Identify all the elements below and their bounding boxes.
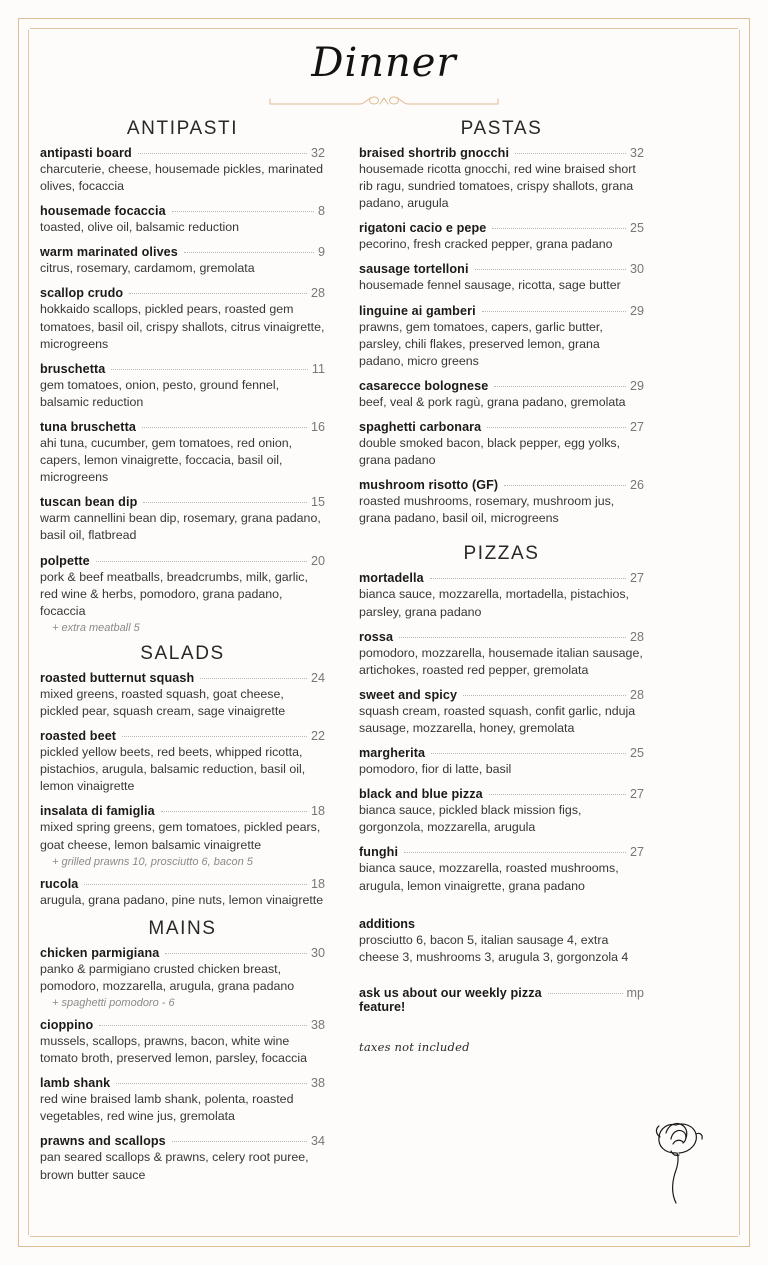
menu-item[interactable] xyxy=(359,304,644,370)
item-name: mushroom risotto (GF) xyxy=(359,478,499,493)
item-name: cioppino xyxy=(40,1017,94,1032)
item-price: 18 xyxy=(310,804,325,819)
item-name: housemade focaccia xyxy=(40,204,166,219)
item-name: tuscan bean dip xyxy=(40,495,138,510)
section-heading-antipasti: ANTIPASTI xyxy=(126,118,239,139)
item-description: bianca sauce, mozzarella, mortadella, pistachios, parsley, grana padano xyxy=(359,587,629,619)
item-description: citrus, rosemary, cardamom, gremolata xyxy=(40,261,255,276)
item-price: 26 xyxy=(629,478,644,493)
item-price: 28 xyxy=(629,629,644,644)
item-name: linguine ai gamberi xyxy=(359,303,476,318)
menu-item[interactable] xyxy=(40,420,325,486)
item-price: 27 xyxy=(629,571,644,586)
menu-item[interactable] xyxy=(40,804,325,867)
item-name: polpette xyxy=(40,553,90,568)
dot-leader xyxy=(84,884,307,885)
item-price: 30 xyxy=(629,262,644,277)
item-description: pomodoro, fior di latte, basil xyxy=(359,762,512,777)
item-name: rigatoni cacio e pepe xyxy=(359,221,487,236)
item-addon: + extra meatball 5 xyxy=(52,621,140,634)
menu-item[interactable] xyxy=(359,630,644,679)
dot-leader xyxy=(475,269,626,270)
item-price: 20 xyxy=(310,553,325,568)
item-description: bianca sauce, pickled black mission figs, gorgonzola, mozzarella, arugula xyxy=(359,803,582,835)
menu-item[interactable] xyxy=(359,787,644,836)
item-price: 29 xyxy=(629,378,644,393)
dot-leader xyxy=(96,561,307,562)
menu-page xyxy=(40,34,728,1231)
dot-leader xyxy=(200,678,307,679)
dot-leader xyxy=(172,211,314,212)
item-description: mussels, scallops, prawns, bacon, white wine tomato broth, preserved lemon, parsley, focaccia xyxy=(40,1033,307,1066)
menu-item[interactable] xyxy=(40,1134,325,1183)
dot-leader xyxy=(111,369,308,370)
item-name: warm marinated olives xyxy=(40,245,178,260)
item-name: black and blue pizza xyxy=(359,787,483,802)
item-description: gem tomatoes, onion, pesto, ground fennel, balsamic reduction xyxy=(40,377,280,409)
item-price: 28 xyxy=(310,286,325,301)
menu-item[interactable] xyxy=(40,946,325,1009)
section-heading-pastas: PASTAS xyxy=(460,118,543,139)
dot-leader xyxy=(399,637,626,638)
corner-step-bottom-right xyxy=(738,1235,750,1247)
item-description: mixed spring greens, gem tomatoes, pickled pears, goat cheese, lemon balsamic vinaigrette xyxy=(40,820,321,852)
menu-item[interactable] xyxy=(359,571,644,620)
item-description: housemade ricotta gnocchi, red wine braised short rib ragu, sundried tomatoes, crispy shallots, grana padano, arugula xyxy=(359,162,636,211)
dot-leader xyxy=(99,1025,307,1026)
item-name: antipasti board xyxy=(40,146,132,160)
weekly-feature-block[interactable] xyxy=(359,986,644,1014)
item-price: 18 xyxy=(310,876,325,891)
item-description: housemade fennel sausage, ricotta, sage butter xyxy=(359,278,621,293)
item-description: red wine braised lamb shank, polenta, roasted vegetables, red wine jus, gremolata xyxy=(40,1092,294,1124)
dot-leader xyxy=(487,427,626,428)
item-price: 16 xyxy=(310,419,325,434)
item-description: prawns, gem tomatoes, capers, garlic butter, parsley, chili flakes, preserved lemon, grana padano, micro greens xyxy=(359,319,603,368)
dot-leader xyxy=(548,993,623,994)
menu-item[interactable] xyxy=(40,362,325,411)
item-description: beef, veal & pork ragù, grana padano, gremolata xyxy=(359,394,626,409)
menu-item[interactable] xyxy=(359,746,644,778)
menu-item[interactable] xyxy=(359,688,644,737)
menu-item[interactable] xyxy=(359,221,644,253)
item-addon: + spaghetti pomodoro - 6 xyxy=(52,996,175,1009)
corner-step-top-right xyxy=(738,18,750,30)
item-addon: + grilled prawns 10, prosciutto 6, bacon 5 xyxy=(52,855,253,868)
item-name: mortadella xyxy=(359,571,424,586)
item-price: 8 xyxy=(317,204,325,219)
item-name: funghi xyxy=(359,845,399,860)
menu-columns xyxy=(40,114,728,1193)
item-price: 27 xyxy=(629,419,644,434)
item-price: 29 xyxy=(629,303,644,318)
dot-leader xyxy=(404,852,626,853)
item-name: sweet and spicy xyxy=(359,687,458,702)
menu-item[interactable] xyxy=(359,420,644,469)
section-heading-salads: SALADS xyxy=(140,642,225,664)
menu-item[interactable] xyxy=(40,245,325,277)
item-price: 32 xyxy=(310,146,325,160)
menu-item[interactable] xyxy=(359,478,644,527)
item-description: warm cannellini bean dip, rosemary, grana padano, basil oil, flatbread xyxy=(40,511,321,543)
dot-leader xyxy=(138,153,307,154)
item-name: scallop crudo xyxy=(40,286,124,301)
menu-item[interactable] xyxy=(40,204,325,236)
menu-item[interactable] xyxy=(40,495,325,544)
item-description: squash cream, roasted squash, confit garlic, nduja sausage, mozzarella, honey, gremolata xyxy=(359,703,636,735)
flourish-divider-icon xyxy=(268,92,500,108)
menu-item[interactable] xyxy=(40,877,325,909)
item-price: 25 xyxy=(629,746,644,761)
item-price: 30 xyxy=(310,945,325,960)
menu-item[interactable] xyxy=(359,262,644,294)
dot-leader xyxy=(515,153,626,154)
item-price: 9 xyxy=(317,245,325,260)
dot-leader xyxy=(184,252,314,253)
item-price: 38 xyxy=(310,1076,325,1091)
item-name: insalata di famiglia xyxy=(40,804,155,819)
menu-item[interactable] xyxy=(359,845,644,894)
item-name: tuna bruschetta xyxy=(40,419,136,434)
item-price: 15 xyxy=(310,495,325,510)
dot-leader xyxy=(116,1083,307,1084)
menu-item[interactable] xyxy=(40,1018,325,1067)
item-description: charcuterie, cheese, housemade pickles, marinated olives, focaccia xyxy=(40,162,324,194)
dot-leader xyxy=(122,736,307,737)
dot-leader xyxy=(161,811,307,812)
menu-item[interactable] xyxy=(40,729,325,795)
menu-item[interactable] xyxy=(40,146,325,195)
dot-leader xyxy=(482,311,626,312)
dot-leader xyxy=(430,578,626,579)
dot-leader xyxy=(129,293,307,294)
dot-leader xyxy=(172,1141,307,1142)
item-description: double smoked bacon, black pepper, egg yolks, grana padano xyxy=(359,435,621,468)
dot-leader xyxy=(463,695,626,696)
dot-leader xyxy=(494,386,626,387)
section-heading-mains: MAINS xyxy=(148,917,217,939)
item-description: pomodoro, mozzarella, housemade italian sausage, artichokes, roasted red pepper, gremolata xyxy=(359,645,643,677)
taxes-note: taxes not included xyxy=(359,1039,470,1054)
item-price: 27 xyxy=(629,787,644,802)
item-description: panko & parmigiano crusted chicken breast, pomodoro, mozzarella, arugula, grana padano xyxy=(40,961,295,993)
dot-leader xyxy=(431,753,626,754)
menu-column-left xyxy=(40,114,325,1193)
item-name: chicken parmigiana xyxy=(40,945,160,960)
item-name: margherita xyxy=(359,746,426,761)
item-description: pickled yellow beets, red beets, whipped ricotta, pistachios, arugula, balsamic reduction, basil oil, lemon vinaigrette xyxy=(40,745,306,794)
additions-title: additions xyxy=(359,916,415,931)
item-price: 11 xyxy=(311,361,325,376)
menu-item[interactable] xyxy=(40,671,325,720)
menu-item[interactable] xyxy=(359,146,644,212)
item-name: lamb shank xyxy=(40,1076,111,1091)
item-name: prawns and scallops xyxy=(40,1134,166,1149)
item-price: 34 xyxy=(310,1134,325,1149)
item-name: rucola xyxy=(40,876,79,891)
item-name: braised shortrib gnocchi xyxy=(359,146,510,160)
menu-column-right xyxy=(359,114,644,1193)
menu-item[interactable] xyxy=(40,554,325,634)
item-price: 22 xyxy=(310,729,325,744)
item-description: pan seared scallops & prawns, celery root puree, brown butter sauce xyxy=(40,1150,309,1182)
menu-item[interactable] xyxy=(40,1076,325,1125)
corner-step-top-left xyxy=(18,18,30,30)
dot-leader xyxy=(489,794,626,795)
item-description: pork & beef meatballs, breadcrumbs, milk, garlic, red wine & herbs, pomodoro, grana padano, focaccia xyxy=(40,569,308,618)
corner-step-bottom-left xyxy=(18,1235,30,1247)
item-price: 32 xyxy=(629,146,644,160)
dot-leader xyxy=(142,427,307,428)
item-price: 27 xyxy=(629,845,644,860)
weekly-feature-name: ask us about our weekly pizza xyxy=(359,985,542,1000)
dot-leader xyxy=(165,953,307,954)
item-price: 38 xyxy=(310,1017,325,1032)
item-price: 24 xyxy=(310,670,325,685)
item-name: roasted butternut squash xyxy=(40,670,195,685)
item-name: roasted beet xyxy=(40,729,117,744)
additions-description: prosciutto 6, bacon 5, italian sausage 4, extra cheese 3, mushrooms 3, arugula 3, gorgonzola 4 xyxy=(359,932,629,964)
item-description: mixed greens, roasted squash, goat cheese, pickled pear, squash cream, sage vinaigrette xyxy=(40,686,286,718)
dot-leader xyxy=(492,228,626,229)
item-name: sausage tortelloni xyxy=(359,262,469,277)
item-name: bruschetta xyxy=(40,361,106,376)
item-price: 25 xyxy=(629,221,644,236)
menu-item[interactable] xyxy=(359,379,644,411)
item-description: toasted, olive oil, balsamic reduction xyxy=(40,220,240,235)
dot-leader xyxy=(143,502,307,503)
weekly-feature-name-line2: feature! xyxy=(359,999,406,1014)
item-description: ahi tuna, cucumber, gem tomatoes, red onion, capers, lemon vinaigrette, foccacia, basil oil, microgreens xyxy=(40,435,293,485)
page-title: Dinner xyxy=(311,40,457,86)
rose-flower-icon xyxy=(646,1113,708,1209)
item-name: spaghetti carbonara xyxy=(359,419,482,434)
dot-leader xyxy=(504,485,626,486)
menu-item[interactable] xyxy=(40,286,325,352)
item-description: pecorino, fresh cracked pepper, grana padano xyxy=(359,237,613,252)
item-description: arugula, grana padano, pine nuts, lemon vinaigrette xyxy=(40,892,324,907)
item-description: bianca sauce, mozzarella, roasted mushrooms, arugula, lemon vinaigrette, grana padano xyxy=(359,861,619,893)
additions-block xyxy=(359,917,644,966)
item-name: rossa xyxy=(359,629,394,644)
item-description: roasted mushrooms, rosemary, mushroom jus, grana padano, basil oil, microgreens xyxy=(359,494,615,526)
item-name: casarecce bolognese xyxy=(359,378,489,393)
item-price: 28 xyxy=(629,687,644,702)
item-description: hokkaido scallops, pickled pears, roasted gem tomatoes, basil oil, crispy shallots, citrus vinaigrette, microgreens xyxy=(40,302,325,351)
section-heading-pizzas: PIZZAS xyxy=(463,543,540,565)
weekly-feature-price: mp xyxy=(626,985,644,1000)
